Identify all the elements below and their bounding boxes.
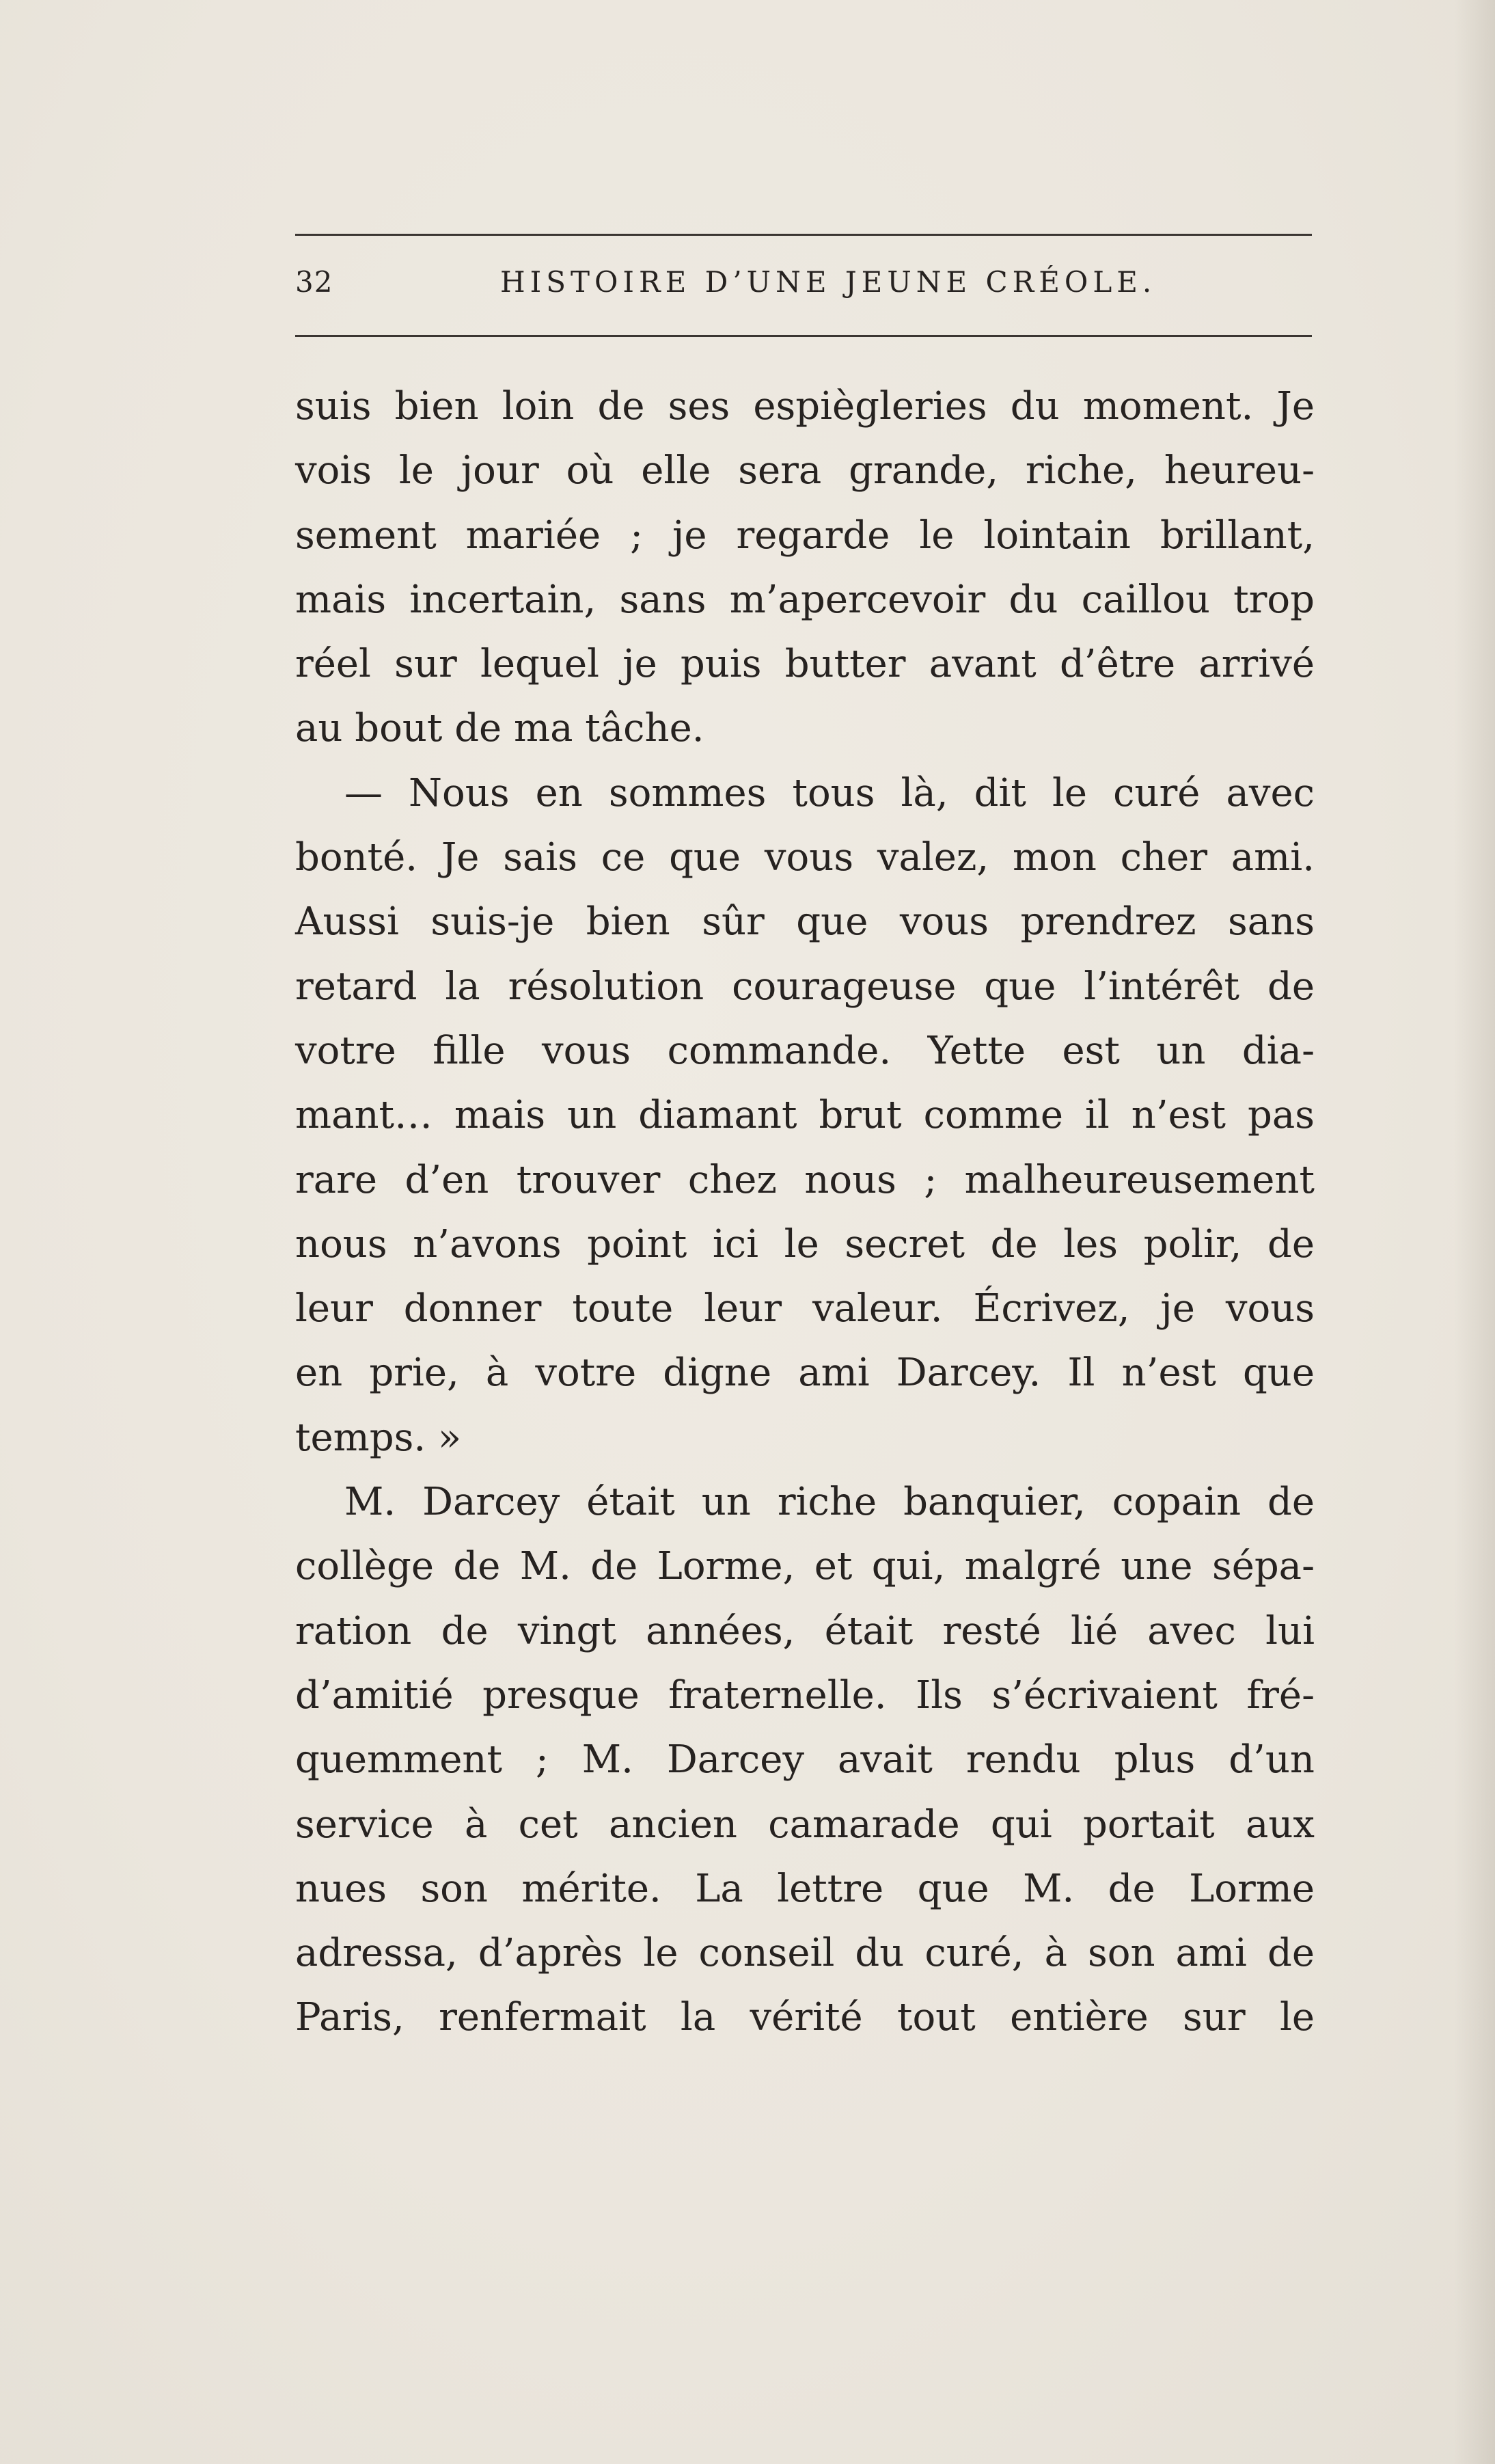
text-line: service à cet ancien camarade qui portait aux xyxy=(295,1802,1315,1847)
text-line: votre fille vous commande. Yette est un dia- xyxy=(295,1028,1315,1073)
text-line: M. Darcey était un riche banquier, copain de xyxy=(344,1480,1315,1525)
text-line: suis bien loin de ses espiègleries du moment. Je xyxy=(295,384,1315,429)
header-rule-top xyxy=(295,234,1312,236)
text-line: sement mariée ; je regarde le lointain brillant, xyxy=(295,513,1315,558)
text-line: Aussi suis-je bien sûr que vous prendrez sans xyxy=(295,899,1315,945)
header-rule-bottom xyxy=(295,335,1312,337)
text-line: temps. » xyxy=(295,1415,462,1460)
text-line: nues son mérite. La lettre que M. de Lorme xyxy=(295,1866,1315,1911)
running-title: HISTOIRE D’UNE JEUNE CRÉOLE. xyxy=(500,265,1157,299)
text-line: en prie, à votre digne ami Darcey. Il n’est que xyxy=(295,1351,1315,1396)
text-line: — Nous en sommes tous là, dit le curé avec xyxy=(344,770,1315,815)
text-line: vois le jour où elle sera grande, riche, heureu- xyxy=(295,448,1315,493)
body-text xyxy=(295,375,1315,2050)
text-line: rare d’en trouver chez nous ; malheureusement xyxy=(295,1157,1315,1202)
text-line: mant… mais un diamant brut comme il n’est pas xyxy=(295,1093,1315,1138)
page-edge-shadow xyxy=(1454,0,1495,2464)
page-number: 32 xyxy=(295,265,333,299)
text-line: retard la résolution courageuse que l’intérêt de xyxy=(295,964,1315,1009)
text-line: nous n’avons point ici le secret de les polir, de xyxy=(295,1221,1315,1267)
text-line: collège de M. de Lorme, et qui, malgré une sépa- xyxy=(295,1544,1315,1589)
running-head xyxy=(295,258,1312,313)
text-line: Paris, renfermait la vérité tout entière sur le xyxy=(295,1995,1315,2040)
text-line: bonté. Je sais ce que vous valez, mon cher ami. xyxy=(295,835,1315,880)
text-line: mais incertain, sans m’apercevoir du caillou trop xyxy=(295,577,1315,622)
text-line: quemment ; M. Darcey avait rendu plus d’un xyxy=(295,1737,1315,1783)
text-line: au bout de ma tâche. xyxy=(295,706,704,751)
text-line: adressa, d’après le conseil du curé, à son ami de xyxy=(295,1931,1315,1976)
text-line: réel sur lequel je puis butter avant d’être arrivé xyxy=(295,642,1315,687)
text-line: leur donner toute leur valeur. Écrivez, je vous xyxy=(295,1286,1315,1331)
text-line: d’amitié presque fraternelle. Ils s’écrivaient fré- xyxy=(295,1673,1315,1718)
text-line: ration de vingt années, était resté lié avec lui xyxy=(295,1608,1315,1653)
